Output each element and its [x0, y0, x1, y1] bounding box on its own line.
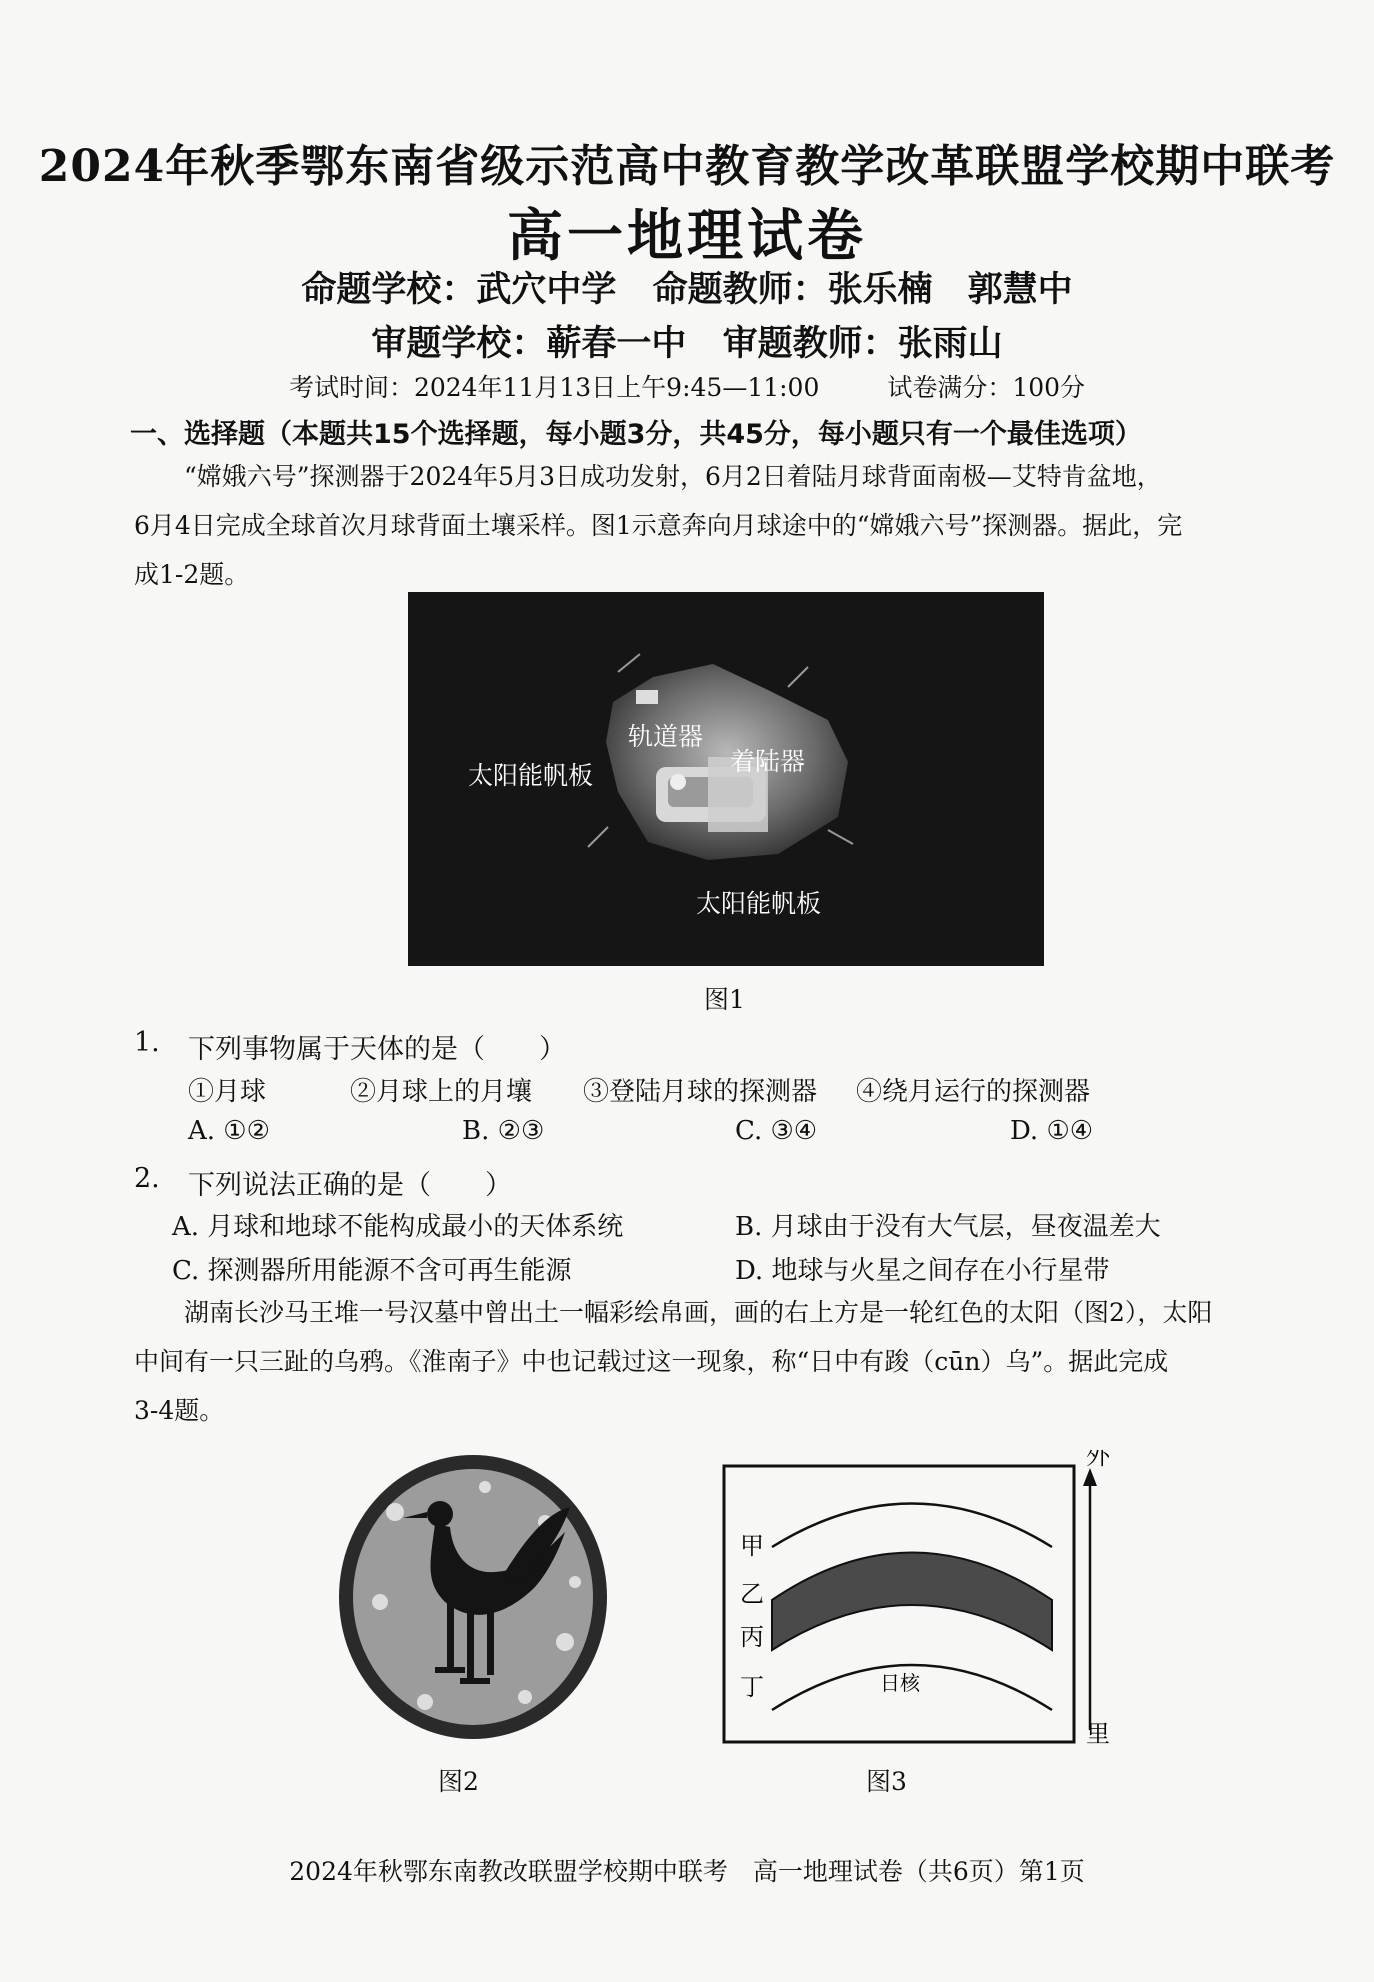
fig3-boundary-1 — [772, 1504, 1052, 1548]
fig1-label-solar-left: 太阳能帆板 — [468, 761, 594, 790]
q1-stem: 下列事物属于天体的是（ ） — [188, 1034, 566, 1065]
q1-number: 1. — [134, 1027, 160, 1058]
fig3-core-label: 日核 — [880, 1671, 920, 1695]
sun-crow-painting — [335, 1452, 611, 1742]
fig3-arrow-up-icon — [1083, 1468, 1097, 1486]
q2-option-c: C. 探测器所用能源不含可再生能源 — [172, 1256, 572, 1286]
paper-title: 高一地理试卷 — [507, 203, 867, 269]
page-footer: 2024年秋鄂东南教改联盟学校期中联考 高一地理试卷（共6页）第1页 — [289, 1857, 1085, 1886]
probe-illustration — [408, 592, 1044, 966]
fig3-label-outer: 外 — [1086, 1450, 1110, 1470]
q1-item-3: ③登陆月球的探测器 — [583, 1077, 818, 1107]
fig3-layer-ding: 丁 — [740, 1673, 764, 1701]
fig3-layer-bing: 丙 — [740, 1623, 764, 1651]
passage-2 — [134, 1288, 1324, 1435]
review-teacher: 审题教师：张雨山 — [722, 324, 1003, 364]
passage-2-line-1: 湖南长沙马王堆一号汉墓中曾出土一幅彩绘帛画，画的右上方是一轮红色的太阳（图2），太阳 — [184, 1298, 1213, 1327]
exam-meta — [0, 368, 1374, 404]
review-school: 审题学校：蕲春一中 — [371, 324, 687, 364]
figure-3-caption: 图3 — [866, 1767, 907, 1796]
q1-option-b: B. ②③ — [462, 1116, 545, 1146]
passage-1-line-3: 成1-2题。 — [134, 560, 250, 589]
exam-time: 考试时间：2024年11月13日上午9:45—11:00 — [288, 373, 820, 402]
passage-1-line-2: 6月4日完成全球首次月球背面土壤采样。图1示意奔向月球途中的“嫦娥六号”探测器。据此，完 — [134, 511, 1183, 540]
fig1-label-orbiter: 轨道器 — [628, 722, 704, 751]
q1-option-d: D. ①④ — [1010, 1116, 1094, 1146]
fig3-shaded-layer — [772, 1553, 1052, 1651]
q2-stem: 下列说法正确的是（ ） — [188, 1170, 512, 1201]
q2-number: 2. — [134, 1163, 160, 1194]
q1-option-a: A. ①② — [188, 1116, 270, 1146]
q1-item-1: ①月球 — [188, 1077, 267, 1107]
fig3-layer-jia: 甲 — [740, 1532, 764, 1560]
passage-1-line-1: “嫦娥六号”探测器于2024年5月3日成功发射，6月2日着陆月球背面南极—艾特肯盆地， — [184, 462, 1162, 491]
q2-option-b: B. 月球由于没有大气层，昼夜温差大 — [735, 1212, 1161, 1242]
review-line — [0, 316, 1374, 366]
figure-1-caption: 图1 — [704, 985, 745, 1014]
exam-title: 2024年秋季鄂东南省级示范高中教育教学改革联盟学校期中联考 — [38, 141, 1336, 192]
figure-1-image — [408, 592, 1044, 966]
q1-option-c: C. ③④ — [735, 1116, 818, 1146]
fig1-label-solar-bottom: 太阳能帆板 — [696, 889, 822, 918]
author-school: 命题学校：武穴中学 — [301, 270, 617, 310]
author-line — [0, 262, 1374, 312]
figure-2-image — [335, 1452, 611, 1742]
q1-item-4: ④绕月运行的探测器 — [856, 1077, 1091, 1107]
fig3-layer-yi: 乙 — [740, 1580, 764, 1608]
q1-item-2: ②月球上的月壤 — [350, 1077, 533, 1107]
fig1-label-lander: 着陆器 — [730, 747, 806, 776]
section-heading: 一、选择题（本题共15个选择题，每小题3分，共45分，每小题只有一个最佳选项） — [130, 419, 1142, 450]
passage-2-line-3: 3-4题。 — [134, 1396, 225, 1425]
q2-option-a: A. 月球和地球不能构成最小的天体系统 — [172, 1212, 624, 1242]
sun-structure-diagram — [700, 1450, 1120, 1750]
fig3-label-inner: 里 — [1086, 1720, 1110, 1748]
passage-1 — [134, 452, 1324, 599]
author-teacher: 命题教师：张乐楠 郭慧中 — [652, 270, 1073, 310]
passage-2-line-2: 中间有一只三趾的乌鸦。《淮南子》中也记载过这一现象，称“日中有踆（cūn）乌”。据此完成 — [134, 1347, 1169, 1376]
full-score: 试卷满分：100分 — [887, 373, 1086, 402]
figure-3-diagram — [700, 1450, 1120, 1750]
figure-2-caption: 图2 — [438, 1767, 479, 1796]
q2-option-d: D. 地球与火星之间存在小行星带 — [735, 1256, 1110, 1286]
